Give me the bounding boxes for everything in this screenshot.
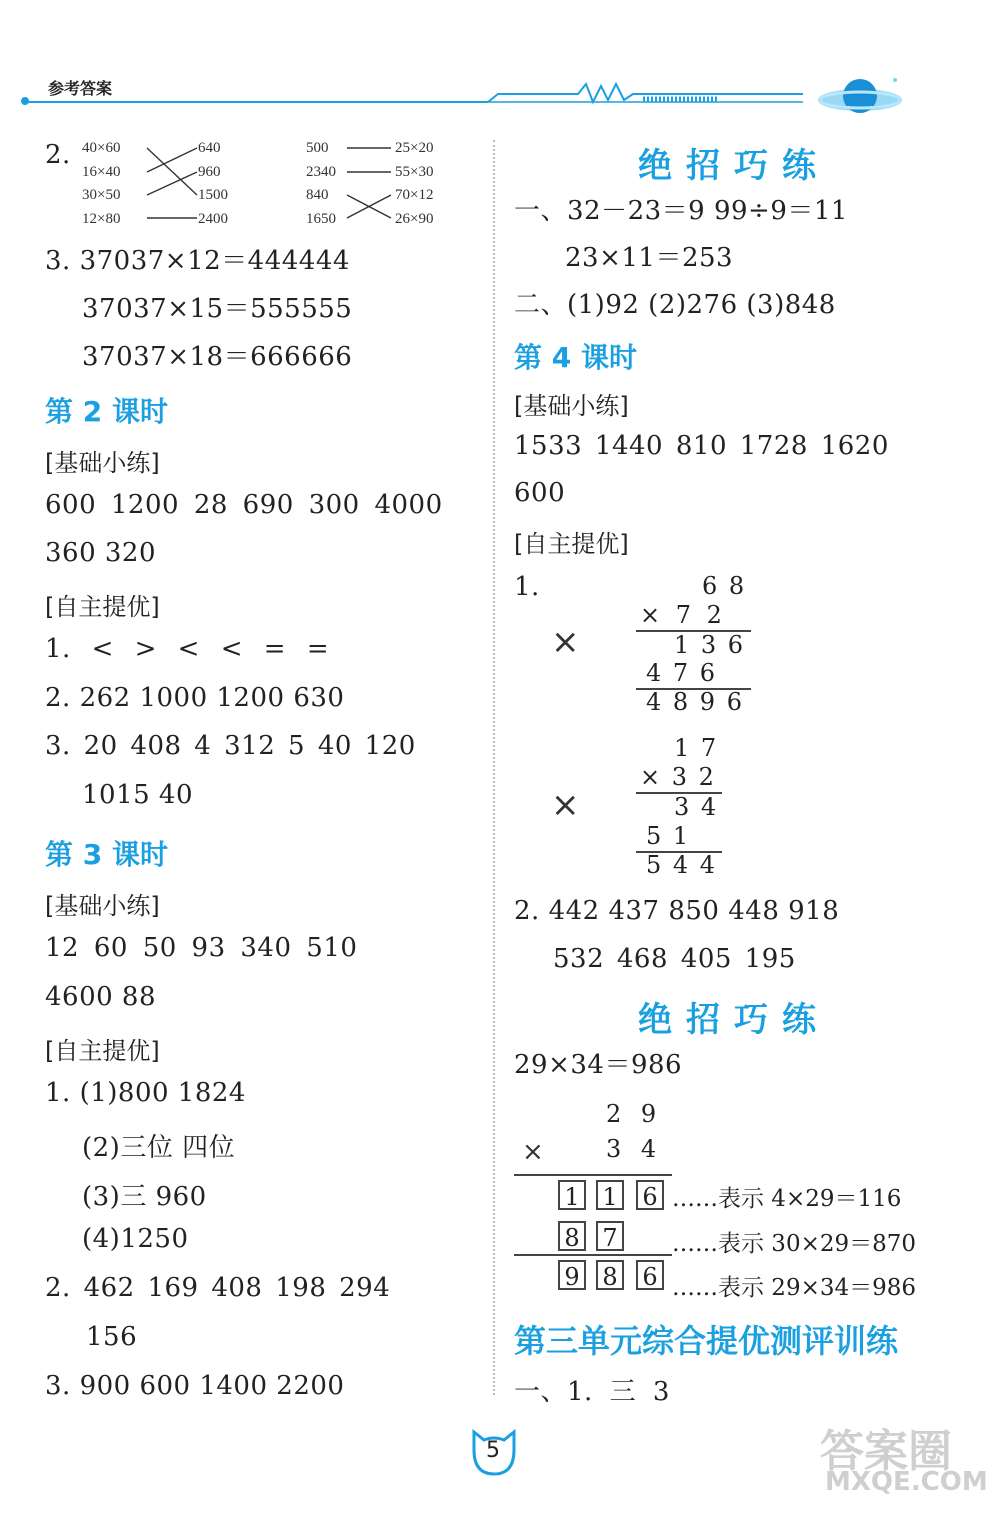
- match-item: 960: [198, 163, 221, 180]
- match-item: 26×90: [395, 210, 434, 227]
- lesson-2-title: 第 2 课时: [45, 395, 168, 428]
- calc-1-row-4: 4 7 6: [646, 659, 716, 687]
- digit-box: 6: [636, 1180, 664, 1210]
- q3-line-2: 37037×15＝555555: [82, 294, 353, 324]
- header-decoration: [18, 80, 918, 120]
- lesson-2-basic-2: 360 320: [45, 538, 157, 568]
- column-divider: [493, 140, 495, 1395]
- digit-box: 7: [596, 1221, 624, 1251]
- calc-1-row-1: 6 8: [702, 572, 745, 600]
- lesson-4-q2-line-2: 532 468 405 195: [553, 944, 796, 974]
- calc-2-row-1: 1 7: [674, 734, 717, 762]
- trick-2-note-3: ……表示 29×34＝986: [672, 1275, 917, 1301]
- match-item: 840: [306, 187, 329, 203]
- trick-2-note-1: ……表示 4×29＝116: [672, 1186, 902, 1212]
- lesson-2-basic-label: [基础小练]: [45, 449, 160, 477]
- lesson-3-basic-label: [基础小练]: [45, 892, 160, 920]
- calc-2-row-4: 5 1: [646, 822, 689, 850]
- lesson-3-adv-2: (2)三位 四位: [82, 1133, 236, 1163]
- unit-title: 第三单元综合提优测评训练: [514, 1322, 899, 1360]
- match-item: 500: [306, 140, 329, 156]
- lesson-4-q2-line-1: 2. 442 437 850 448 918: [514, 896, 840, 926]
- calc-2-row-2: × 3 2: [640, 763, 714, 791]
- trick-2-note-2: ……表示 30×29＝870: [672, 1231, 917, 1257]
- digit-box: 1: [558, 1180, 586, 1210]
- match-left-b: [198, 137, 228, 231]
- trick-1-line-2: 23×11＝253: [565, 243, 734, 273]
- trick-2-equation: 29×34＝986: [514, 1050, 683, 1080]
- lesson-4-basic-1: 1533 1440 810 1728 1620: [514, 431, 889, 461]
- wrong-mark: ×: [551, 785, 580, 825]
- lesson-3-title: 第 3 课时: [45, 838, 168, 871]
- match-right-b: [395, 137, 433, 231]
- calc-2-row-5: 5 4 4: [646, 851, 716, 879]
- digit-box: 8: [596, 1260, 624, 1290]
- match-item: 1500: [198, 187, 228, 203]
- match-item: 25×20: [395, 140, 434, 156]
- trick-1-line-1: 一、32－23＝9 99÷9＝11: [514, 196, 848, 226]
- match-item: 1650: [306, 210, 336, 227]
- match-item: 640: [198, 140, 221, 156]
- lesson-4-basic-label: [基础小练]: [514, 392, 629, 420]
- trick-1-line-3: 二、(1)92 (2)276 (3)848: [514, 290, 836, 320]
- trick-2-multiplier: 3 4: [606, 1135, 657, 1163]
- calc-1-row-5: 4 8 9 6: [646, 688, 742, 716]
- wrong-mark: ×: [551, 622, 580, 662]
- header-title: 参考答案: [48, 79, 113, 98]
- match-lines-right: [345, 140, 395, 225]
- lesson-3-adv-3: (3)三 960: [82, 1182, 207, 1212]
- match-item: 2340: [306, 163, 336, 180]
- lesson-3-adv-label: [自主提优]: [45, 1037, 160, 1065]
- match-item: 30×50: [82, 187, 121, 203]
- trick-2-title: 绝招巧练: [638, 1000, 830, 1040]
- lesson-4-adv-label: [自主提优]: [514, 530, 629, 558]
- lesson-2-adv-label: [自主提优]: [45, 593, 160, 621]
- match-item: 16×40: [82, 163, 121, 180]
- lesson-3-basic-2: 4600 88: [45, 982, 157, 1012]
- match-right-a: [306, 137, 336, 231]
- lesson-4-title: 第 4 课时: [514, 341, 637, 374]
- digit-box: 8: [558, 1221, 586, 1251]
- match-item: 40×60: [82, 140, 121, 156]
- lesson-2-adv-2: 2. 262 1000 1200 630: [45, 683, 345, 713]
- planet-icon: [815, 70, 910, 125]
- q3-line-1: 3. 37037×12＝444444: [45, 246, 350, 276]
- unit-first-line: 一、1. 三 3: [514, 1377, 670, 1407]
- lesson-3-adv-7: 3. 900 600 1400 2200: [45, 1371, 345, 1401]
- trick-1-title: 绝招巧练: [638, 146, 830, 186]
- lesson-3-adv-4: (4)1250: [82, 1224, 189, 1254]
- lesson-3-adv-5: 2. 462 169 408 198 294: [45, 1273, 391, 1303]
- match-item: 12×80: [82, 210, 121, 227]
- match-item: 2400: [198, 210, 228, 227]
- lesson-2-adv-1: 1. < > < < = =: [45, 634, 330, 664]
- trick-2-times: ×: [522, 1137, 544, 1167]
- lesson-2-adv-3: 3. 20 408 4 312 5 40 120: [45, 731, 416, 761]
- trick-2-line-2: [514, 1254, 672, 1256]
- match-item: 55×30: [395, 163, 434, 180]
- page-number: 5: [486, 1438, 500, 1463]
- digit-box: 6: [636, 1260, 664, 1290]
- digit-box: 9: [558, 1260, 586, 1290]
- trick-2-line-1: [514, 1174, 672, 1176]
- match-left-a: [82, 137, 120, 231]
- question-2-label: 2.: [45, 140, 71, 170]
- calc-2-row-3: 3 4: [674, 793, 717, 821]
- calc-1-row-3: 1 3 6: [674, 631, 744, 659]
- lesson-3-basic-1: 12 60 50 93 340 510: [45, 933, 358, 963]
- calc-1-row-2: × 7 2: [640, 601, 722, 629]
- lesson-4-q1-label: 1.: [514, 572, 540, 602]
- lesson-3-adv-6: 156: [86, 1322, 138, 1352]
- lesson-4-basic-2: 600: [514, 478, 566, 508]
- trick-2-top: 2 9: [606, 1100, 657, 1128]
- watermark-top: 答案圈: [820, 1426, 952, 1477]
- lesson-2-adv-4: 1015 40: [82, 780, 194, 810]
- match-lines-left: [145, 140, 200, 225]
- lesson-3-adv-1: 1. (1)800 1824: [45, 1078, 246, 1108]
- q3-line-3: 37037×18＝666666: [82, 342, 353, 372]
- match-item: 70×12: [395, 187, 434, 203]
- lesson-2-basic-1: 600 1200 28 690 300 4000: [45, 490, 443, 520]
- watermark-bottom: MXQE.COM: [825, 1467, 988, 1497]
- digit-box: 1: [596, 1180, 624, 1210]
